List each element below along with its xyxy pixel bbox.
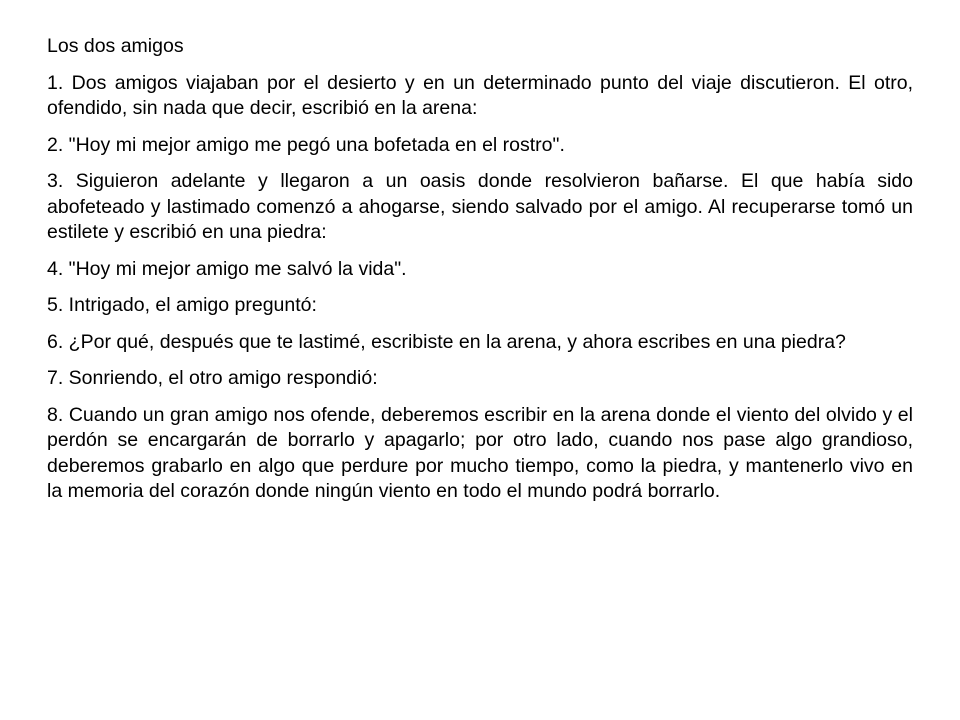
paragraph-1: 1. Dos amigos viajaban por el desierto y en un determinado punto del viaje discutieron. El otro, ofendido, sin nada que decir, escribió en la arena:: [47, 71, 913, 119]
paragraph-8: 8. Cuando un gran amigo nos ofende, deberemos escribir en la arena donde el viento del olvido y el perdón se encargarán de borrarlo y apagarlo; por otro lado, cuando nos pase algo grandioso, deberemos grabarlo en algo que perdure por mucho tiempo, como la piedra, y mantenerlo vivo en la memoria del corazón donde ningún viento en todo el mundo podrá borrarlo.: [47, 403, 913, 502]
paragraph-2: 2. "Hoy mi mejor amigo me pegó una bofetada en el rostro".: [47, 133, 565, 156]
paragraph-5: 5. Intrigado, el amigo preguntó:: [47, 294, 317, 316]
paragraph-6: 6. ¿Por qué, después que te lastimé, escribiste en la arena, y ahora escribes en una piedra?: [47, 330, 846, 353]
paragraph-7: 7. Sonriendo, el otro amigo respondió:: [47, 367, 378, 389]
slide-body: [47, 34, 913, 516]
paragraph-3: 3. Siguieron adelante y llegaron a un oasis donde resolvieron bañarse. El que había sido abofeteado y lastimado comenzó a ahogarse, siendo salvado por el amigo. Al recuperarse tomó un estilete y escribió en una piedra:: [47, 170, 913, 243]
paragraph-4: 4. "Hoy mi mejor amigo me salvó la vida".: [47, 257, 407, 280]
document-title: Los dos amigos: [47, 35, 184, 57]
